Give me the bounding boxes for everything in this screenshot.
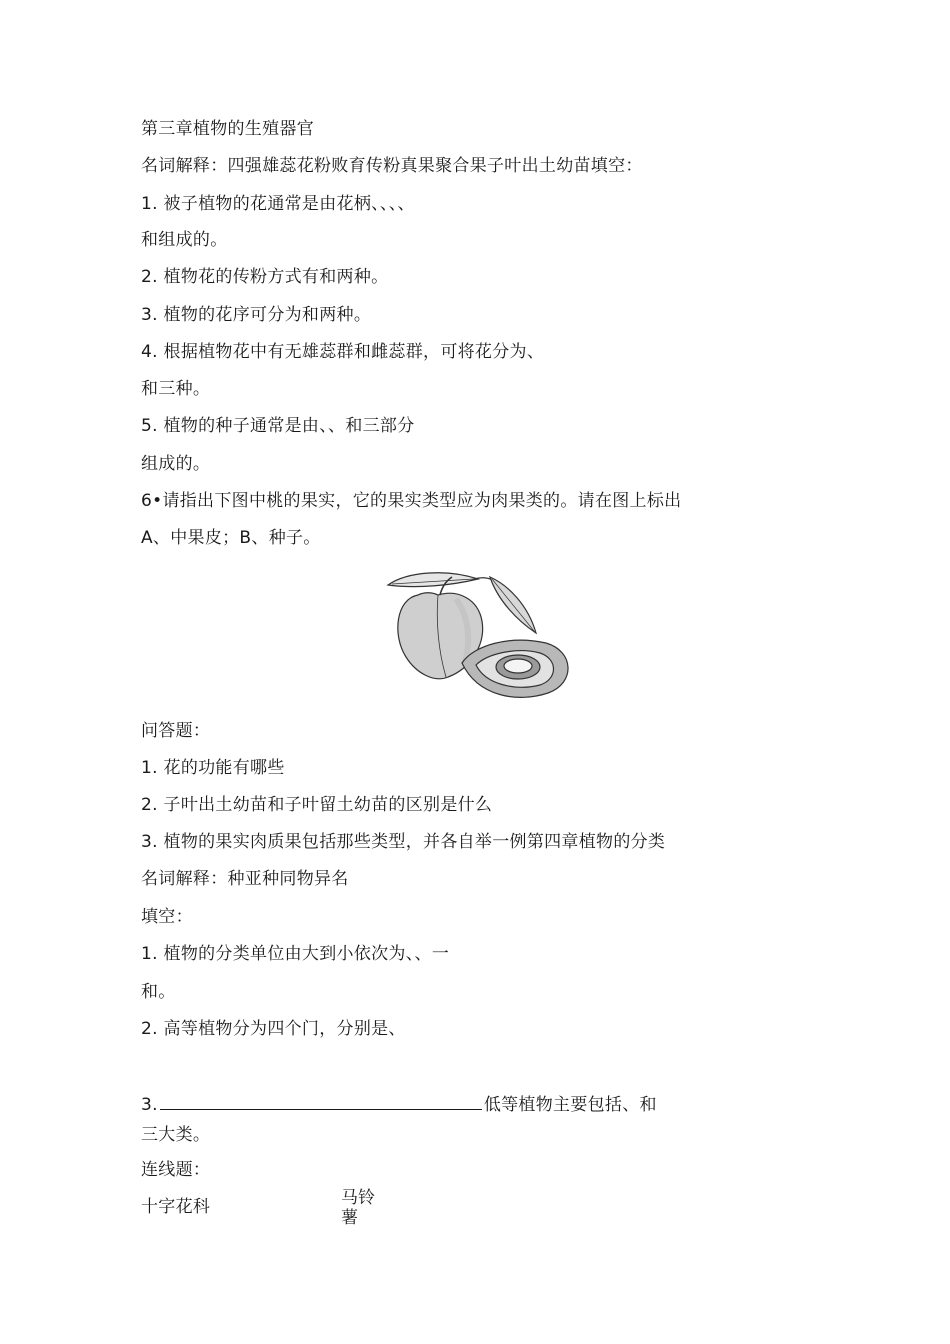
question-1-line-2: 和组成的。 (141, 230, 228, 250)
ch4-question-3-number: 3. (141, 1095, 158, 1115)
question-4-line-2: 和三种。 (141, 379, 211, 399)
ch4-question-2: 2. 高等植物分为四个门，分别是、 (141, 1019, 406, 1039)
qa-question-1: 1. 花的功能有哪些 (141, 758, 285, 778)
chapter3-title: 第三章植物的生殖器官 (141, 119, 314, 139)
ch4-question-1-line-1: 1. 植物的分类单位由大到小依次为、、一 (141, 944, 450, 964)
match-left-item: 十字花科 (141, 1197, 211, 1217)
ch4-question-3-line-2: 三大类。 (141, 1125, 211, 1145)
question-4-line-1: 4. 根据植物花中有无雄蕊群和雌蕊群，可将花分为、 (141, 342, 545, 362)
answer-blank (160, 1095, 482, 1110)
qa-question-3: 3. 植物的果实肉质果包括那些类型，并各自举一例第四章植物的分类 (141, 832, 666, 852)
peach-illustration-icon (378, 565, 580, 705)
ch4-question-3 (141, 1094, 657, 1116)
qa-question-2: 2. 子叶出土幼苗和子叶留土幼苗的区别是什么 (141, 795, 493, 815)
question-2: 2. 植物花的传粉方式有和两种。 (141, 267, 389, 287)
ch4-question-3-text: 低等植物主要包括、和 (483, 1095, 657, 1115)
question-5-line-1: 5. 植物的种子通常是由、、和三部分 (141, 416, 415, 436)
question-3: 3. 植物的花序可分为和两种。 (141, 305, 372, 325)
match-title: 连线题： (141, 1160, 211, 1180)
question-6-line-1: 6•请指出下图中桃的果实，它的果实类型应为肉果类的。请在图上标出 (141, 491, 682, 511)
ch4-question-1-line-2: 和。 (141, 982, 176, 1002)
question-6-line-2: A、中果皮；B、种子。 (141, 528, 321, 548)
chapter4-terms: 名词解释：种亚种同物异名 (141, 869, 349, 889)
question-1-line-1: 1. 被子植物的花通常是由花柄、、、、 (141, 194, 415, 214)
fill-title: 填空： (141, 907, 193, 927)
qa-title: 问答题： (141, 721, 211, 741)
question-5-line-2: 组成的。 (141, 454, 211, 474)
chapter3-terms: 名词解释：四强雄蕊花粉败育传粉真果聚合果子叶出土幼苗填空： (141, 156, 643, 176)
match-right-item: 马铃薯 (341, 1188, 375, 1228)
